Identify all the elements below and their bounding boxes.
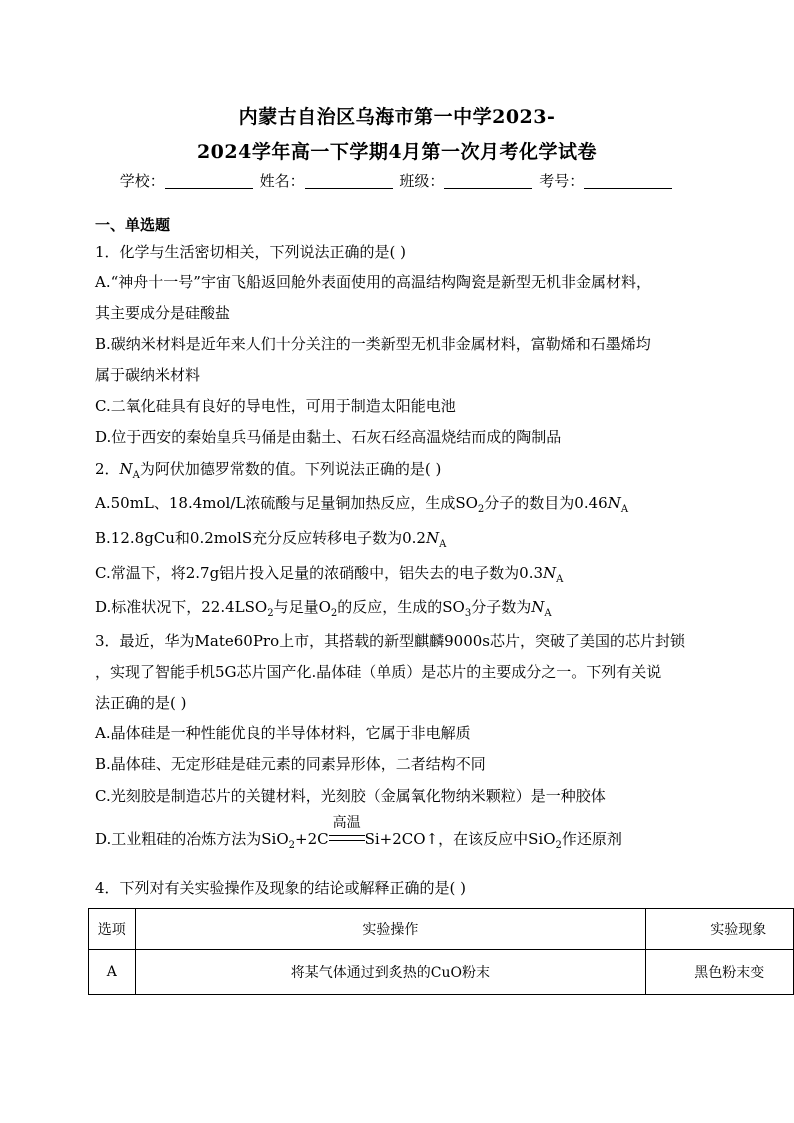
q3-d-text-3: Si+2CO↑，在该反应中SiO — [364, 830, 556, 848]
school-label: 学校： — [119, 172, 165, 190]
q2-option-c — [95, 562, 563, 585]
q4-stem: 4．下列对有关实验操作及现象的结论或解释正确的是( ) — [95, 879, 467, 897]
section-heading: 一、单选题 — [95, 216, 171, 234]
table-header-cell: 实验操作 — [135, 909, 646, 950]
q2-d-sub: 3 — [464, 608, 472, 619]
q2-option-d — [95, 596, 552, 619]
q2-d-sub: 2 — [330, 608, 338, 619]
q1-stem: 1．化学与生活密切相关，下列说法正确的是( ) — [95, 243, 407, 261]
q2-c-text: C.常温下，将2.7g铝片投入足量的浓硝酸中，铝失去的电子数为0.3 — [95, 564, 544, 582]
q2-stem-text: 为阿伏加德罗常数的值。下列说法正确的是( ) — [139, 460, 442, 478]
q3-stem-cont2: 法正确的是( ) — [95, 694, 187, 712]
student-info-row — [0, 170, 794, 191]
table-cell: A — [89, 950, 136, 995]
q1-option-a: A.“神舟十一号”宇宙飞船返回舱外表面使用的高温结构陶瓷是新型无机非金属材料， — [95, 273, 651, 291]
class-blank — [444, 174, 532, 189]
q3-d-text: D.工业粗硅的冶炼方法为SiO — [95, 830, 289, 848]
class-label: 班级： — [399, 172, 445, 190]
exam-no-blank — [584, 174, 672, 189]
exam-title-line2: 2024学年高一下学期4月第一次月考化学试卷 — [196, 141, 598, 163]
q3-option-c: C.光刻胶是制造芯片的关键材料，光刻胶（金属氧化物纳米颗粒）是一种胶体 — [95, 787, 606, 805]
q2-a-text: A.50mL、18.4mol/L浓硫酸与足量铜加热反应，生成SO — [95, 494, 478, 512]
table-header-row — [89, 909, 794, 950]
name-label: 姓名： — [259, 172, 305, 190]
reaction-condition: 高温 — [332, 815, 361, 831]
exam-no-label: 考号： — [539, 172, 585, 190]
reaction-equals-sign — [329, 815, 365, 848]
q3-option-d — [95, 815, 622, 851]
double-line — [329, 835, 365, 841]
table-header-cell: 实验现象 — [646, 909, 794, 950]
q2-number: 2． — [95, 460, 120, 478]
na-subscript: A — [439, 539, 447, 550]
name-blank — [305, 174, 393, 189]
q2-a-text-2: 分子的数目为0.46 — [484, 494, 608, 512]
q3-option-b: B.晶体硅、无定形硅是硅元素的同素异形体，二者结构不同 — [95, 755, 486, 773]
q2-d-text: D.标准状况下，22.4LSO — [95, 598, 268, 616]
na-symbol: N — [531, 598, 545, 616]
table-cell: 黑色粉末变 — [646, 950, 794, 995]
q2-a-sub: 2 — [477, 504, 485, 515]
q3-d-text-2: +2C — [295, 830, 329, 848]
q3-d-text-4: 作还原剂 — [561, 830, 622, 848]
table-cell: 将某气体通过到炙热的CuO粉末 — [135, 950, 646, 995]
na-subscript: A — [132, 470, 140, 481]
q3-stem: 3．最近，华为Mate60Pro上市，其搭载的新型麒麟9000s芯片，突破了美国的芯片封锁 — [95, 632, 686, 650]
q1-option-b-cont: 属于碳纳米材料 — [95, 366, 201, 384]
q2-d-text-2: 与足量O — [273, 598, 331, 616]
q2-d-text-4: 分子数为 — [471, 598, 532, 616]
q2-b-text: B.12.8gCu和0.2molS充分反应转移电子数为0.2 — [95, 529, 426, 547]
q1-option-b: B.碳纳米材料是近年来人们十分关注的一类新型无机非金属材料，富勒烯和石墨烯均 — [95, 335, 651, 353]
q1-option-a-cont: 其主要成分是硅酸盐 — [95, 304, 231, 322]
na-subscript: A — [556, 574, 564, 585]
q3-d-sub: 2 — [555, 840, 562, 851]
table-row — [89, 950, 794, 995]
q2-d-sub: 2 — [267, 608, 274, 619]
experiment-table — [88, 908, 794, 995]
q1-option-d: D.位于西安的秦始皇兵马俑是由黏土、石灰石经高温烧结而成的陶制品 — [95, 428, 562, 446]
exam-title-line1: 内蒙古自治区乌海市第一中学2023- — [238, 106, 556, 128]
q3-stem-cont: ，实现了智能手机5G芯片国产化.晶体硅（单质）是芯片的主要成分之一。下列有关说 — [95, 663, 662, 681]
q2-option-b — [95, 527, 446, 550]
q2-stem — [95, 458, 441, 481]
q2-d-text-3: 的反应，生成的SO — [337, 598, 465, 616]
q2-option-a — [95, 492, 628, 515]
na-symbol: N — [607, 494, 621, 512]
na-subscript: A — [544, 608, 552, 619]
q3-option-a: A.晶体硅是一种性能优良的半导体材料，它属于非电解质 — [95, 724, 471, 742]
na-subscript: A — [620, 504, 629, 515]
na-symbol: N — [425, 529, 440, 547]
na-symbol: N — [543, 564, 557, 582]
q3-d-sub: 2 — [288, 840, 296, 851]
table-header-cell: 选项 — [89, 909, 136, 950]
q1-option-c: C.二氧化硅具有良好的导电性，可用于制造太阳能电池 — [95, 397, 456, 415]
na-symbol: N — [119, 460, 133, 478]
school-blank — [165, 174, 253, 189]
